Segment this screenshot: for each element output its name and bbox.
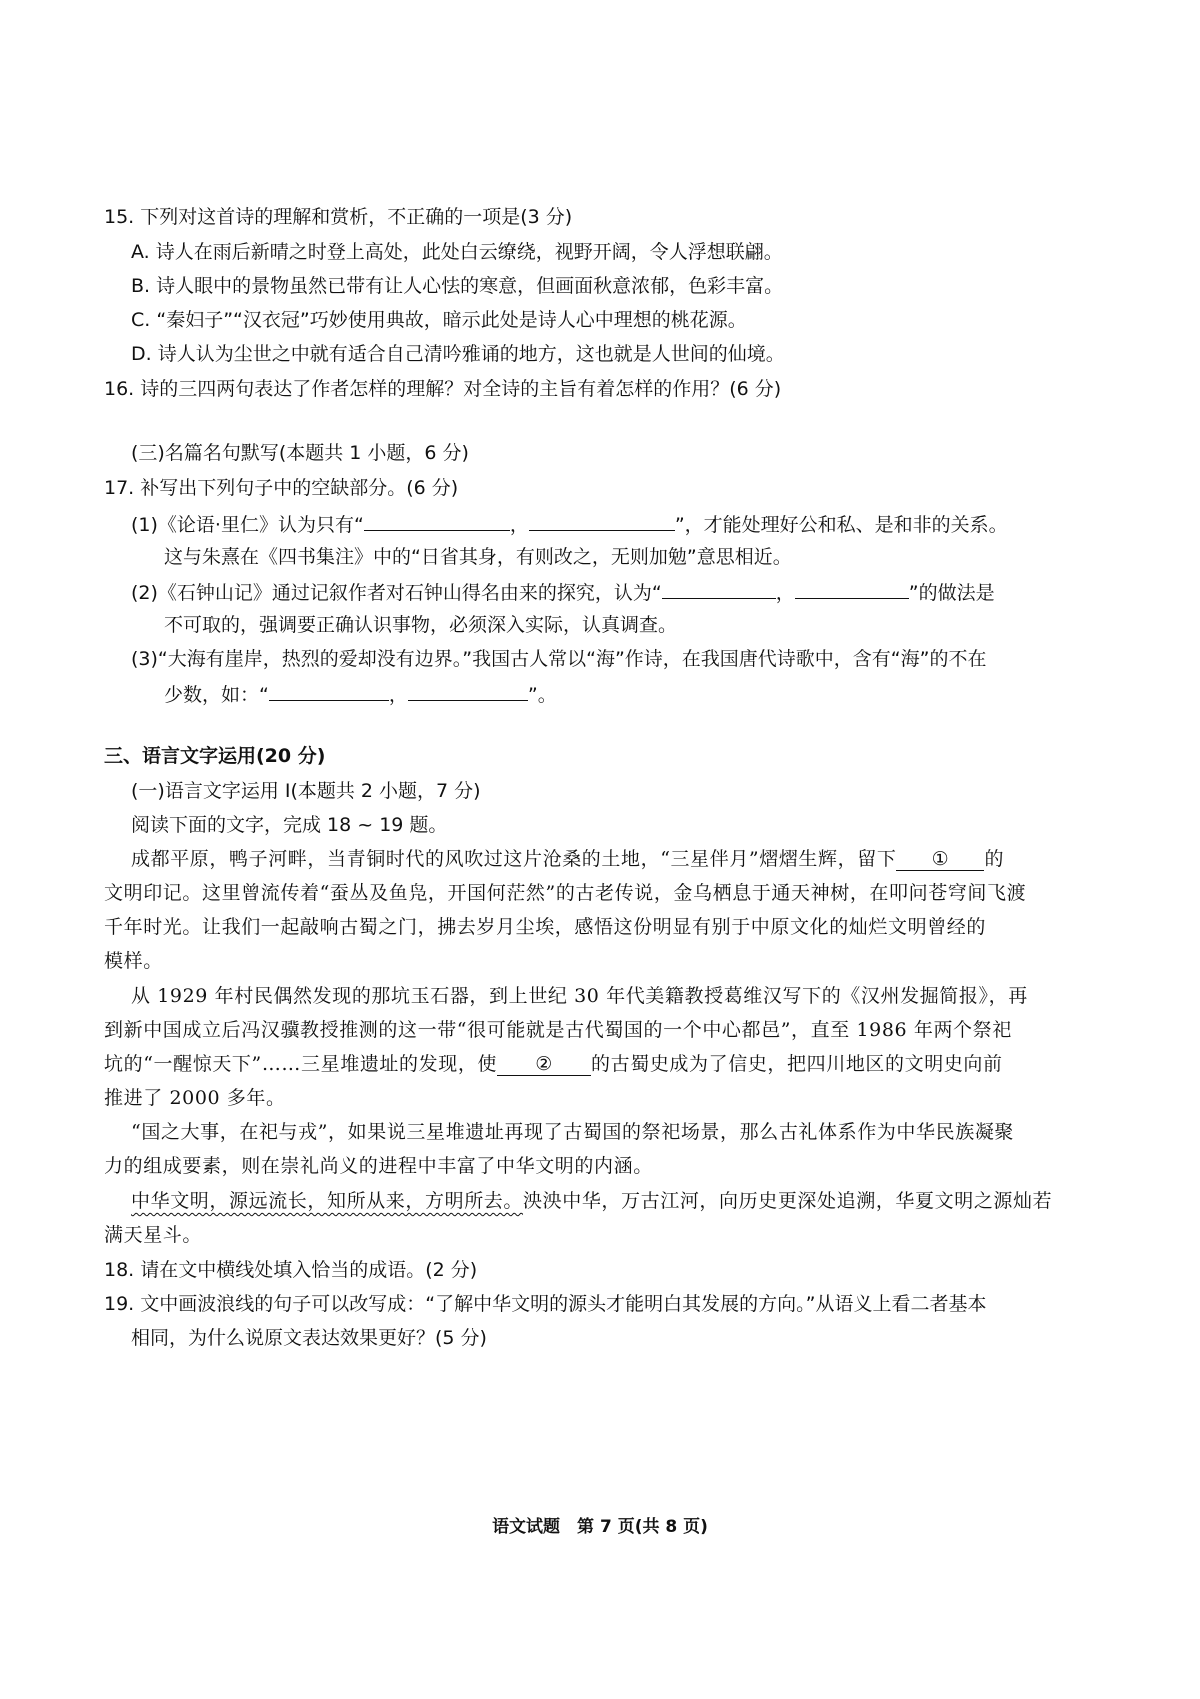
passage-p4-line2: 满天星斗。 xyxy=(104,1224,203,1246)
page-footer: 语文试题 第 7 页(共 8 页) xyxy=(492,1517,708,1537)
q16-stem: 16. 诗的三四两句表达了作者怎样的理解？对全诗的主旨有着怎样的作用？(6 分) xyxy=(104,378,782,400)
q19-stem-line2: 相同，为什么说原文表达效果更好？(5 分) xyxy=(131,1327,487,1349)
q17-item3-comma: ， xyxy=(388,684,408,706)
section3-instruction: 阅读下面的文字，完成 18 ~ 19 题。 xyxy=(131,814,448,836)
recitation-section-heading: (三)名篇名句默写(本题共 1 小题，6 分) xyxy=(131,442,469,464)
q17-item2-after: ”的做法是 xyxy=(908,582,995,604)
q17-item1-line2: 这与朱熹在《四书集注》中的“日省其身，有则改之，无则加勉”意思相近。 xyxy=(164,546,792,568)
q15-option-d: D. 诗人认为尘世之中就有适合自己清吟雅诵的地方，这也就是人世间的仙境。 xyxy=(131,343,785,365)
passage-blank-2: ② xyxy=(497,1053,591,1076)
q19-stem-line1: 19. 文中画波浪线的句子可以改写成：“了解中华文明的源头才能明白其发展的方向。”从语义上看二者基本 xyxy=(104,1293,987,1315)
q17-item3-blank-b xyxy=(408,680,528,701)
q17-item2-blank-a xyxy=(662,578,776,599)
passage-p1-l1-before: 成都平原，鸭子河畔，当青铜时代的风吹过这片沧桑的土地，“三星伴月”熠熠生辉，留下 xyxy=(131,848,897,870)
q17-item1-blank-b xyxy=(529,510,675,531)
passage-p2-l3-after: 的古蜀史成为了信史，把四川地区的文明史向前 xyxy=(591,1053,1003,1075)
passage-p4-rest: 泱泱中华，万古江河，向历史更深处追溯，华夏文明之源灿若 xyxy=(523,1190,1053,1212)
passage-p3-line2: 力的组成要素，则在崇礼尚义的进程中丰富了中华文明的内涵。 xyxy=(104,1155,653,1177)
q17-item1-before: (1)《论语·里仁》认为只有“ xyxy=(131,514,364,536)
q17-item1-after: ”，才能处理好公和私、是和非的关系。 xyxy=(674,514,1008,536)
passage-p2-line1: 从 1929 年村民偶然发现的那坑玉石器，到上世纪 30 年代美籍教授葛维汉写下的《汉州发掘简报》，再 xyxy=(131,985,1028,1007)
passage-p1-line1 xyxy=(131,846,1004,872)
passage-p2-line4: 推进了 2000 多年。 xyxy=(104,1087,286,1109)
q18-stem: 18. 请在文中横线处填入恰当的成语。(2 分) xyxy=(104,1259,478,1281)
q15-stem: 15. 下列对这首诗的理解和赏析，不正确的一项是(3 分) xyxy=(104,206,573,228)
q17-item2-before: (2)《石钟山记》通过记叙作者对石钟山得名由来的探究，认为“ xyxy=(131,582,662,604)
q17-stem: 17. 补写出下列句子中的空缺部分。(6 分) xyxy=(104,477,459,499)
q17-item3-line1: (3)“大海有崖岸，热烈的爱却没有边界。”我国古人常以“海”作诗，在我国唐代诗歌中，含有“海”的不在 xyxy=(131,648,987,670)
q17-item2-comma: ， xyxy=(775,582,795,604)
q17-item3-line2 xyxy=(164,680,557,708)
passage-p2-l3-before: 坑的“一醒惊天下”……三星堆遗址的发现，使 xyxy=(104,1053,498,1075)
q17-item2-line2: 不可取的，强调要正确认识事物，必须深入实际，认真调查。 xyxy=(164,614,678,636)
q17-item2-blank-b xyxy=(795,578,909,599)
q15-option-c: C. “秦妇子”“汉衣冠”巧妙使用典故，暗示此处是诗人心中理想的桃花源。 xyxy=(131,309,747,331)
q17-item3-before: 少数，如：“ xyxy=(164,684,269,706)
passage-p2-line3 xyxy=(104,1051,1003,1077)
passage-wavy-sentence: 中华文明，源远流长，知所从来，方明所去。 xyxy=(131,1190,524,1212)
q17-item1-blank-a xyxy=(364,510,510,531)
passage-p1-line3: 千年时光。让我们一起敲响古蜀之门，拂去岁月尘埃，感悟这份明显有别于中原文化的灿烂文明曾经的 xyxy=(104,916,987,938)
q17-item1-comma: ， xyxy=(509,514,529,536)
passage-p4-line1 xyxy=(131,1188,1052,1214)
q15-option-b: B. 诗人眼中的景物虽然已带有让人心怯的寒意，但画面秋意浓郁，色彩丰富。 xyxy=(131,275,784,297)
section3-heading: 三、语言文字运用(20 分) xyxy=(104,745,326,767)
passage-p1-line4: 模样。 xyxy=(104,950,163,972)
passage-p2-line2: 到新中国成立后冯汉骥教授推测的这一带“很可能就是古代蜀国的一个中心都邑”，直至 1986 年两个祭祀 xyxy=(104,1019,1012,1041)
section3-sub-heading: (一)语言文字运用 Ⅰ(本题共 2 小题，7 分) xyxy=(131,780,481,802)
passage-p1-line2: 文明印记。这里曾流传着“蚕丛及鱼凫，开国何茫然”的古老传说，金乌栖息于通天神树，在叩问苍穹间飞渡 xyxy=(104,882,1027,904)
q17-item-2 xyxy=(131,578,995,606)
q15-option-a: A. 诗人在雨后新晴之时登上高处，此处白云缭绕，视野开阔，令人浮想联翩。 xyxy=(131,241,783,263)
passage-p1-l1-after: 的 xyxy=(984,848,1005,870)
passage-p3-line1: “国之大事，在祀与戎”，如果说三星堆遗址再现了古蜀国的祭祀场景，那么古礼体系作为中华民族凝聚 xyxy=(131,1121,1015,1143)
passage-blank-1: ① xyxy=(896,848,984,871)
q17-item3-blank-a xyxy=(269,680,389,701)
q17-item-1 xyxy=(131,510,1008,538)
q17-item3-after: ”。 xyxy=(527,684,557,706)
